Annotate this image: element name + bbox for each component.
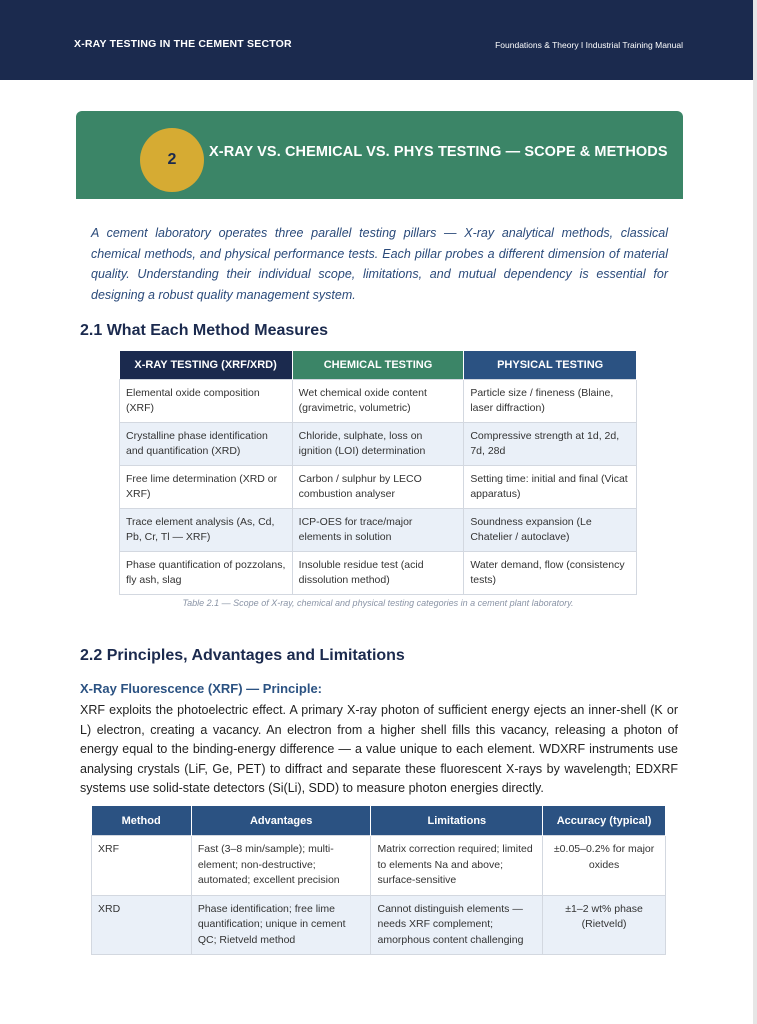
table-cell: Water demand, flow (consistency tests) — [464, 552, 637, 595]
table-cell: Setting time: initial and final (Vicat apparatus) — [464, 466, 637, 509]
table-header-cell: Method — [92, 806, 192, 836]
chapter-number-badge: 2 — [140, 128, 204, 192]
table-cell: Trace element analysis (As, Cd, Pb, Cr, Tl — XRF) — [120, 509, 293, 552]
chapter-title: X-RAY VS. CHEMICAL VS. PHYS TESTING — SCOPE & METHODS — [209, 144, 668, 160]
table-row — [92, 895, 666, 955]
table-cell: Wet chemical oxide content (gravimetric, volumetric) — [292, 380, 464, 423]
table-cell: ICP-OES for trace/major elements in solution — [292, 509, 464, 552]
running-header — [0, 0, 753, 80]
table-cell: Insoluble residue test (acid dissolution method) — [292, 552, 464, 595]
table-cell: Free lime determination (XRD or XRF) — [120, 466, 293, 509]
table-row — [120, 423, 637, 466]
table-header-row — [92, 806, 666, 836]
table-cell: Chloride, sulphate, loss on ignition (LOI) determination — [292, 423, 464, 466]
methods-table — [119, 351, 637, 595]
table-cell: Phase quantification of pozzolans, fly ash, slag — [120, 552, 293, 595]
table-cell: Crystalline phase identification and quantification (XRD) — [120, 423, 293, 466]
table-cell: Cannot distinguish elements — needs XRF complement; amorphous content challenging — [371, 895, 543, 955]
table-row — [120, 466, 637, 509]
table-row — [120, 552, 637, 595]
table-cell: Soundness expansion (Le Chatelier / autoclave) — [464, 509, 637, 552]
table-header-cell: X-RAY TESTING (XRF/XRD) — [120, 351, 293, 380]
table-row — [120, 509, 637, 552]
table-row — [120, 380, 637, 423]
table-cell: Fast (3–8 min/sample); multi-element; non-destructive; automated; excellent precision — [191, 836, 371, 896]
page-edge — [753, 0, 757, 1024]
table-cell: Matrix correction required; limited to elements Na and above; surface-sensitive — [371, 836, 543, 896]
table-header-cell: PHYSICAL TESTING — [464, 351, 637, 380]
table-header-row — [120, 351, 637, 380]
table-cell: XRF — [92, 836, 192, 896]
table-cell: Particle size / fineness (Blaine, laser diffraction) — [464, 380, 637, 423]
table-header-cell: CHEMICAL TESTING — [292, 351, 464, 380]
table-cell: ±0.05–0.2% for major oxides — [543, 836, 666, 896]
header-subtitle: Foundations & Theory I Industrial Training Manual — [495, 40, 683, 50]
comparison-table — [91, 806, 666, 955]
table-cell: Compressive strength at 1d, 2d, 7d, 28d — [464, 423, 637, 466]
table-cell: Carbon / sulphur by LECO combustion analyser — [292, 466, 464, 509]
subsection-heading: X-Ray Fluorescence (XRF) — Principle: — [80, 681, 323, 696]
body-paragraph: XRF exploits the photoelectric effect. A primary X-ray photon of sufficient energy ejects an inner-shell (K or L) electron, creating a vacancy. An electron from a higher shell fills this vacancy, releasing a photon of energy equal to the binding-energy difference — a value unique to each element. WDXRF instruments use analysing crystals (LiF, Ge, PET) to diffract and separate these fluorescent X-rays by wavelength; EDXRF systems use solid-state detectors (Si(Li), SDD) to measure photon energies directly. — [80, 703, 678, 795]
intro-paragraph: A cement laboratory operates three parallel testing pillars — X-ray analytical methods, classical chemical methods, and physical performance tests. Each pillar probes a different dimension of material quality. Understanding their individual scope, limitations, and mutual dependency is essential for designing a robust quality management system. — [91, 226, 668, 302]
table-caption: Table 2.1 — Scope of X-ray, chemical and physical testing categories in a cement plant laboratory. — [182, 598, 574, 608]
table-cell: ±1–2 wt% phase (Rietveld) — [543, 895, 666, 955]
section-heading-2-1: 2.1 What Each Method Measures — [80, 322, 329, 339]
section-heading-2-2: 2.2 Principles, Advantages and Limitations — [80, 647, 405, 664]
table-header-cell: Advantages — [191, 806, 371, 836]
table-header-cell: Limitations — [371, 806, 543, 836]
table-row — [92, 836, 666, 896]
table-header-cell: Accuracy (typical) — [543, 806, 666, 836]
chapter-banner — [76, 111, 683, 199]
table-cell: Phase identification; free lime quantification; unique in cement QC; Rietveld method — [191, 895, 371, 955]
table-cell: XRD — [92, 895, 192, 955]
header-title: X-RAY TESTING IN THE CEMENT SECTOR — [74, 38, 292, 50]
table-cell: Elemental oxide composition (XRF) — [120, 380, 293, 423]
